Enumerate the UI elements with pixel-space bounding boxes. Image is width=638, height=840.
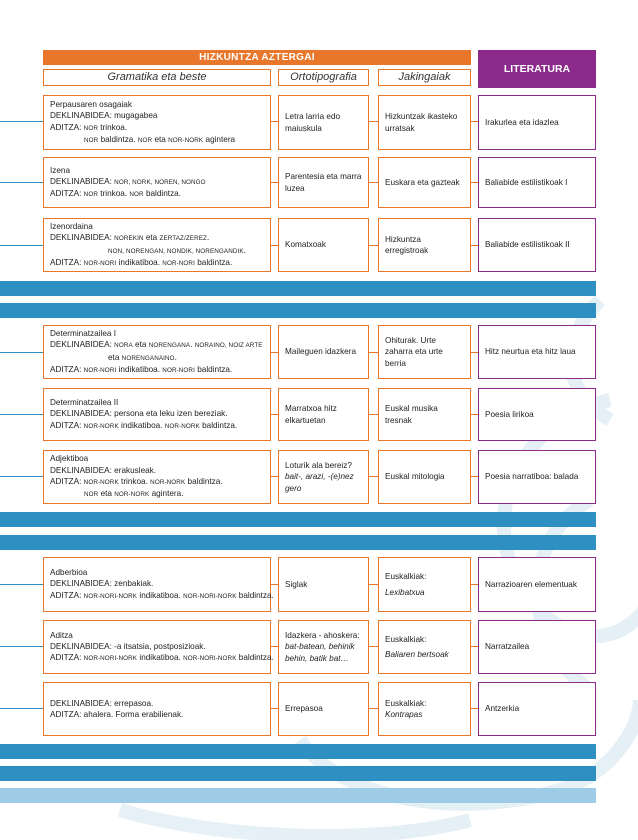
grammar-title: Izenordaina [50, 221, 93, 231]
aditza-case: NOR-NORI [83, 366, 117, 374]
deklinabidea-label: DEKLINABIDEA: [50, 409, 112, 419]
row-connector-line [0, 584, 43, 585]
aditza-text: agintera. [149, 489, 184, 499]
row-connector-line [0, 708, 43, 709]
cell-connector [369, 708, 378, 709]
aditza-text: baldintza. [236, 653, 274, 663]
aditza-text: indikatiboa. [137, 590, 184, 600]
row-6-jakingaiak-cell: Euskal mitologia [378, 450, 471, 504]
deklinabidea-text: . [207, 233, 210, 243]
row-5-gramatika-cell [43, 388, 271, 441]
row-connector-line [0, 182, 43, 183]
cell-connector [369, 584, 378, 585]
cell-connector [471, 414, 478, 415]
row-7-ortotipografia-cell: Siglak [278, 557, 369, 612]
aditza-case: NOR-NORI-NORK [183, 592, 237, 600]
deklinabidea-cases: NOR, NORK, NOREN, NONGO [114, 178, 206, 186]
deklinabidea-cases: NOREKIN [114, 235, 144, 243]
row-1-ortotipografia-cell: Letra larria edo maiuskula [278, 95, 369, 150]
aditza-text: agintera [203, 134, 236, 144]
cell-connector [471, 584, 478, 585]
aditza-case: NOR-NORK [150, 479, 186, 486]
cell-connector [271, 476, 278, 477]
row-3-ortotipografia-cell: Komatxoak [278, 218, 369, 272]
deklinabidea-label: DEKLINABIDEA: [50, 111, 112, 121]
gramatika-column-header: Gramatika eta beste [43, 69, 271, 86]
cell-connector [271, 584, 278, 585]
cell-connector [271, 182, 278, 183]
aditza-case: NOR-NORK [83, 479, 119, 486]
grammar-title: Izena [50, 165, 71, 175]
jakingaiak-dialect: Lexibatxua [385, 587, 425, 597]
row-connector-line [0, 352, 43, 353]
cell-connector [271, 352, 278, 353]
grammar-title: Adberbioa [50, 568, 88, 578]
section-divider-band [0, 744, 596, 759]
aditza-case: NOR-NORI [83, 259, 117, 267]
row-3-literatura-cell: Baliabide estilistikoak II [478, 218, 596, 272]
aditza-label: ADITZA: [50, 257, 82, 267]
aditza-text: baldintza. [185, 477, 223, 486]
cell-connector [271, 646, 278, 647]
row-2-ortotipografia-cell: Parentesia eta marra luzea [278, 157, 369, 208]
cell-connector [369, 182, 378, 183]
cell-connector [471, 121, 478, 122]
aditza-case: NOR-NORK [168, 136, 204, 144]
aditza-text: eta [98, 489, 115, 499]
deklinabidea-label: DEKLINABIDEA: [50, 233, 112, 243]
cell-connector [369, 121, 378, 122]
section-divider-band [0, 788, 596, 803]
aditza-label: ADITZA: [50, 710, 82, 719]
row-8-ortotipografia-cell [278, 620, 369, 674]
aditza-text: baldintza. [194, 364, 233, 374]
row-9-ortotipografia-cell: Errepasoa [278, 682, 369, 736]
row-7-jakingaiak-cell [378, 557, 471, 612]
deklinabidea-cases: ZERTAZ/ZEREZ [159, 235, 207, 243]
deklinabidea-cases: NORAINO, NOIZ ARTE [194, 342, 263, 350]
aditza-case: NOR-NORI [162, 366, 195, 374]
deklinabidea-label: DEKLINABIDEA: [50, 340, 112, 350]
row-4-jakingaiak-cell: Ohiturak. Urte zaharra eta urte berria [378, 325, 471, 379]
row-4-ortotipografia-cell: Maileguen idazkera [278, 325, 369, 379]
jakingaiak-text: Euskalkiak: [385, 634, 427, 644]
aditza-label: ADITZA: [50, 122, 82, 132]
jakingaiak-dialect: Baliaren bertsoak [385, 650, 449, 659]
cell-connector [369, 414, 378, 415]
aditza-text: baldintza. [194, 257, 233, 267]
row-3-gramatika-cell [43, 218, 271, 272]
row-5-ortotipografia-cell: Marratxoa hitz elkartuetan [278, 388, 369, 441]
aditza-label: ADITZA: [50, 189, 82, 199]
section-divider-band [0, 303, 596, 318]
deklinabidea-text: . [243, 245, 246, 255]
aditza-label: ADITZA: [50, 420, 82, 430]
jakingaiak-column-header: Jakingaiak [378, 69, 471, 86]
row-connector-line [0, 245, 43, 246]
aditza-text: indikatiboa. [116, 364, 163, 374]
ortotipografia-examples: bat-batean, behinik behin, batik bat… [285, 642, 355, 663]
aditza-case: NOR-NORK [83, 422, 119, 430]
deklinabidea-text: . [174, 352, 177, 362]
aditza-case: NOR [137, 136, 153, 144]
deklinabidea-text: eta [143, 233, 160, 243]
row-connector-line [0, 476, 43, 477]
deklinabidea-cases: NORA [114, 342, 133, 350]
aditza-case: NOR-NORI-NORK [83, 655, 138, 663]
literatura-header: LITERATURA [478, 50, 596, 88]
aditza-case: NOR [84, 136, 99, 144]
row-1-literatura-cell: Irakurlea eta idazlea [478, 95, 596, 150]
aditza-label: ADITZA: [50, 653, 82, 663]
aditza-case: NOR-NORI-NORK [183, 655, 237, 663]
cell-connector [271, 414, 278, 415]
row-2-jakingaiak-cell: Euskara eta gazteak [378, 157, 471, 208]
aditza-label: ADITZA: [50, 590, 82, 600]
grammar-title: Adjektiboa [50, 454, 89, 464]
row-9-jakingaiak-cell [378, 682, 471, 736]
section-divider-band [0, 512, 596, 527]
ortotipografia-examples: bait-, arazi, -(e)nez gero [285, 472, 354, 493]
row-9-gramatika-cell [43, 682, 271, 736]
deklinabidea-cases: NORENGANAINO [121, 354, 175, 362]
deklinabidea-label: DEKLINABIDEA: [50, 465, 112, 475]
aditza-case: NOR-NORK [114, 491, 150, 499]
row-6-ortotipografia-cell [278, 450, 369, 504]
row-4-literatura-cell: Hitz neurtua eta hitz laua [478, 325, 596, 379]
row-6-literatura-cell: Poesia narratiboa: balada [478, 450, 596, 504]
cell-connector [369, 476, 378, 477]
deklinabidea-text: erakusleak. [114, 465, 157, 475]
row-8-jakingaiak-cell [378, 620, 471, 674]
deklinabidea-text: persona eta leku izen bereziak. [114, 409, 228, 419]
aditza-text: trinkoa. [97, 189, 130, 199]
jakingaiak-text: Euskalkiak: [385, 698, 427, 708]
aditza-text: baldintza. [236, 590, 274, 600]
row-5-jakingaiak-cell: Euskal musika tresnak [378, 388, 471, 441]
section-divider-band [0, 766, 596, 781]
deklinabidea-cases: NORENGANA [148, 342, 191, 350]
row-5-literatura-cell: Poesia lirikoa [478, 388, 596, 441]
ortotipografia-column-header: Ortotipografia [278, 69, 369, 86]
grammar-title: Aditza [50, 630, 73, 640]
deklinabidea-label: DEKLINABIDEA: [50, 698, 112, 708]
section-divider-band [0, 535, 596, 550]
cell-connector [471, 352, 478, 353]
grammar-title: Determinatzailea I [50, 328, 116, 338]
jakingaiak-text: Euskalkiak: [385, 572, 427, 582]
cell-connector [471, 708, 478, 709]
aditza-text: trinkoa. [97, 122, 128, 132]
row-1-gramatika-cell [43, 95, 271, 150]
aditza-text: ahalera. Forma erabilienak. [81, 710, 184, 719]
grammar-title: Perpausaren osagaiak [50, 99, 132, 109]
row-7-gramatika-cell [43, 557, 274, 612]
aditza-text: trinkoa. [118, 477, 151, 486]
deklinabidea-text: eta [108, 352, 122, 362]
deklinabidea-text: . [190, 340, 195, 350]
deklinabidea-text: mugagabea [114, 111, 158, 121]
aditza-label: ADITZA: [50, 477, 82, 486]
aditza-case: NOR [83, 191, 98, 199]
deklinabidea-cases: NON, NORENGAN, NONDIK, NORENGANDIK [108, 247, 244, 255]
grammar-title: Determinatzailea II [50, 398, 119, 408]
cell-connector [471, 476, 478, 477]
row-connector-line [0, 121, 43, 122]
cell-connector [369, 245, 378, 246]
deklinabidea-text: errepasoa. [114, 698, 154, 708]
cell-connector [471, 245, 478, 246]
section-divider-band [0, 281, 596, 296]
deklinabidea-text: -a itsatsia, postposizioak. [114, 641, 206, 651]
row-8-gramatika-cell [43, 620, 274, 674]
row-connector-line [0, 646, 43, 647]
row-2-literatura-cell: Baliabide estilistikoak I [478, 157, 596, 208]
aditza-text: baldintza. [143, 189, 181, 199]
row-6-gramatika-cell [43, 450, 271, 504]
aditza-text: baldintza. [98, 134, 138, 144]
aditza-case: NOR-NORK [164, 422, 200, 430]
jakingaiak-dialect: Kontrapas [385, 710, 423, 719]
row-7-literatura-cell: Narrazioaren elementuak [478, 557, 596, 612]
aditza-case: NOR [83, 124, 98, 132]
cell-connector [369, 646, 378, 647]
aditza-case: NOR [129, 191, 144, 199]
deklinabidea-label: DEKLINABIDEA: [50, 641, 112, 651]
row-2-gramatika-cell [43, 157, 271, 208]
cell-connector [271, 245, 278, 246]
aditza-label: ADITZA: [50, 364, 82, 374]
cell-connector [271, 708, 278, 709]
aditza-case: NOR-NORI-NORK [83, 592, 138, 600]
deklinabidea-text: eta [132, 340, 149, 350]
row-3-jakingaiak-cell: Hizkuntza erregistroak [378, 218, 471, 272]
cell-connector [471, 182, 478, 183]
aditza-text: eta [152, 134, 169, 144]
row-1-jakingaiak-cell: Hizkuntzak ikasteko urratsak [378, 95, 471, 150]
aditza-text: indikatiboa. [118, 420, 165, 430]
aditza-text: baldintza. [199, 420, 238, 430]
deklinabidea-label: DEKLINABIDEA: [50, 579, 112, 589]
cell-connector [369, 352, 378, 353]
aditza-case: NOR [84, 491, 99, 499]
hizkuntza-aztergai-header: HIZKUNTZA AZTERGAI [43, 50, 471, 65]
ortotipografia-text: Idazkera - ahoskera: [285, 631, 360, 641]
cell-connector [471, 646, 478, 647]
row-8-literatura-cell: Narratzailea [478, 620, 596, 674]
ortotipografia-text: Loturik ala bereiz? [285, 461, 352, 471]
aditza-case: NOR-NORI [162, 259, 195, 267]
aditza-text: indikatiboa. [116, 257, 163, 267]
deklinabidea-text: zenbakiak. [114, 579, 154, 589]
row-4-gramatika-cell [43, 325, 271, 379]
row-connector-line [0, 414, 43, 415]
deklinabidea-label: DEKLINABIDEA: [50, 176, 112, 186]
aditza-text: indikatiboa. [137, 653, 184, 663]
row-9-literatura-cell: Antzerkia [478, 682, 596, 736]
cell-connector [271, 121, 278, 122]
